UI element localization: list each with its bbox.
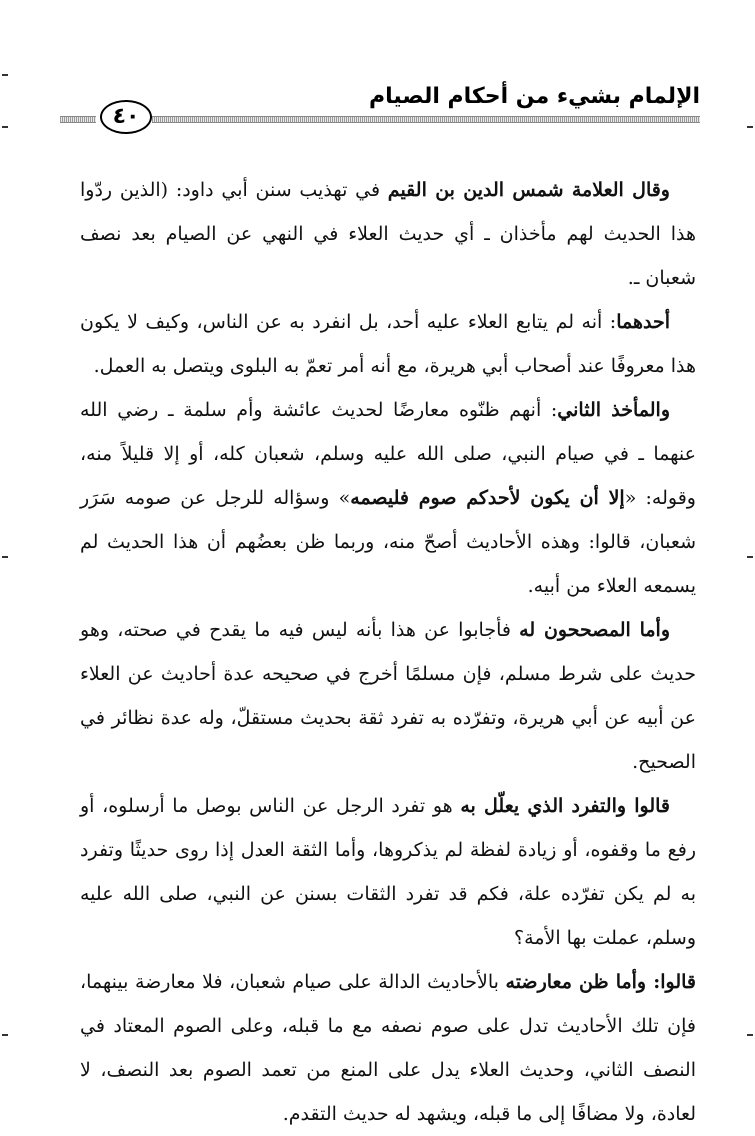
bold-phrase: وقال العلامة شمس الدين بن القيم: [387, 179, 670, 201]
margin-mark: [747, 1034, 753, 1036]
header-rule: [152, 116, 700, 123]
header-rule-left: [60, 116, 96, 123]
margin-mark: [2, 1034, 8, 1036]
paragraph: [80, 960, 696, 1136]
paragraph: [80, 784, 696, 960]
margin-mark: [2, 126, 8, 128]
bold-phrase: والمأخذ الثاني: [557, 399, 670, 421]
body-text: [80, 168, 696, 1136]
paragraph: [80, 300, 696, 388]
margin-mark: [2, 556, 8, 558]
text-run: فأجابوا عن هذا بأنه ليس فيه ما يقدح في صحته، وهو حديث على شرط مسلم، فإن مسلمًا أخرج في صحيحه عدة أحاديث عن العلاء عن أبيه عن أبي هريرة، وتفرّده به تفرد ثقة بحديث مستقلّ، وله عدة نظائر في الصحيح.: [80, 619, 696, 773]
text-run: هو تفرد الرجل عن الناس بوصل ما أرسلوه، أو رفع ما وقفوه، أو زيادة لفظة لم يذكروها، وأما الثقة العدل إذا روى حديثًا وتفرد به لم يكن تفرّده علة، فكم قد تفرد الثقات بسنن عن النبي، صلى الله عليه وسلم، عملت بها الأمة؟: [80, 795, 696, 949]
margin-mark: [747, 556, 753, 558]
page-number: ٤٠: [100, 100, 152, 134]
paragraph: [80, 388, 696, 608]
margin-mark: [747, 126, 753, 128]
text-run: : أنه لم يتابع العلاء عليه أحد، بل انفرد به عن الناس، وكيف لا يكون هذا معروفًا عند أصحاب أبي هريرة، مع أنه أمر تعمّ به البلوى ويتصل به العمل.: [80, 311, 696, 377]
bold-phrase: وأما المصححون له: [519, 619, 671, 641]
running-title: الإلمام بشيء من أحكام الصيام: [369, 84, 700, 109]
bold-phrase: أحدهما: [616, 311, 670, 333]
bold-phrase: قالوا والتفرد الذي يعلّل به: [460, 795, 670, 817]
page-header: [60, 78, 700, 138]
text-run: بالأحاديث الدالة على صيام شعبان، فلا معارضة بينهما، فإن تلك الأحاديث تدل على صوم نصفه مع ما قبله، وعلى الصوم المعتاد في النصف الثاني، وحديث العلاء يدل على المنع من تعمد الصوم بعد النصف، لا لعادة، ولا مضافًا إلى ما قبله، ويشهد له حديث التقدم.: [80, 971, 696, 1125]
margin-mark: [2, 74, 8, 76]
text-run: : أنهم ظنّوه معارضًا لحديث عائشة وأم سلمة ـ رضي الله عنهما ـ في صيام النبي، صلى الله عليه وسلم، شعبان كله، أو إلا قليلاً منه، وقوله: «: [80, 399, 696, 509]
text-run: » وسؤاله للرجل عن صومه سَرَر شعبان، قالوا: وهذه الأحاديث أصحّ منه، وربما ظن بعضُهم أن هذا الحديث لم يسمعه العلاء من أبيه.: [80, 487, 696, 597]
paragraph: [80, 608, 696, 784]
bold-phrase: قالوا: وأما ظن معارضته: [505, 971, 696, 993]
paragraph: [80, 168, 696, 300]
bold-phrase: إلا أن يكون لأحدكم صوم فليصمه: [350, 487, 625, 509]
text-run: في تهذيب سنن أبي داود: (الذين ردّوا هذا الحديث لهم مأخذان ـ أي حديث العلاء في النهي عن الصيام بعد نصف شعبان ـ.: [80, 179, 696, 289]
